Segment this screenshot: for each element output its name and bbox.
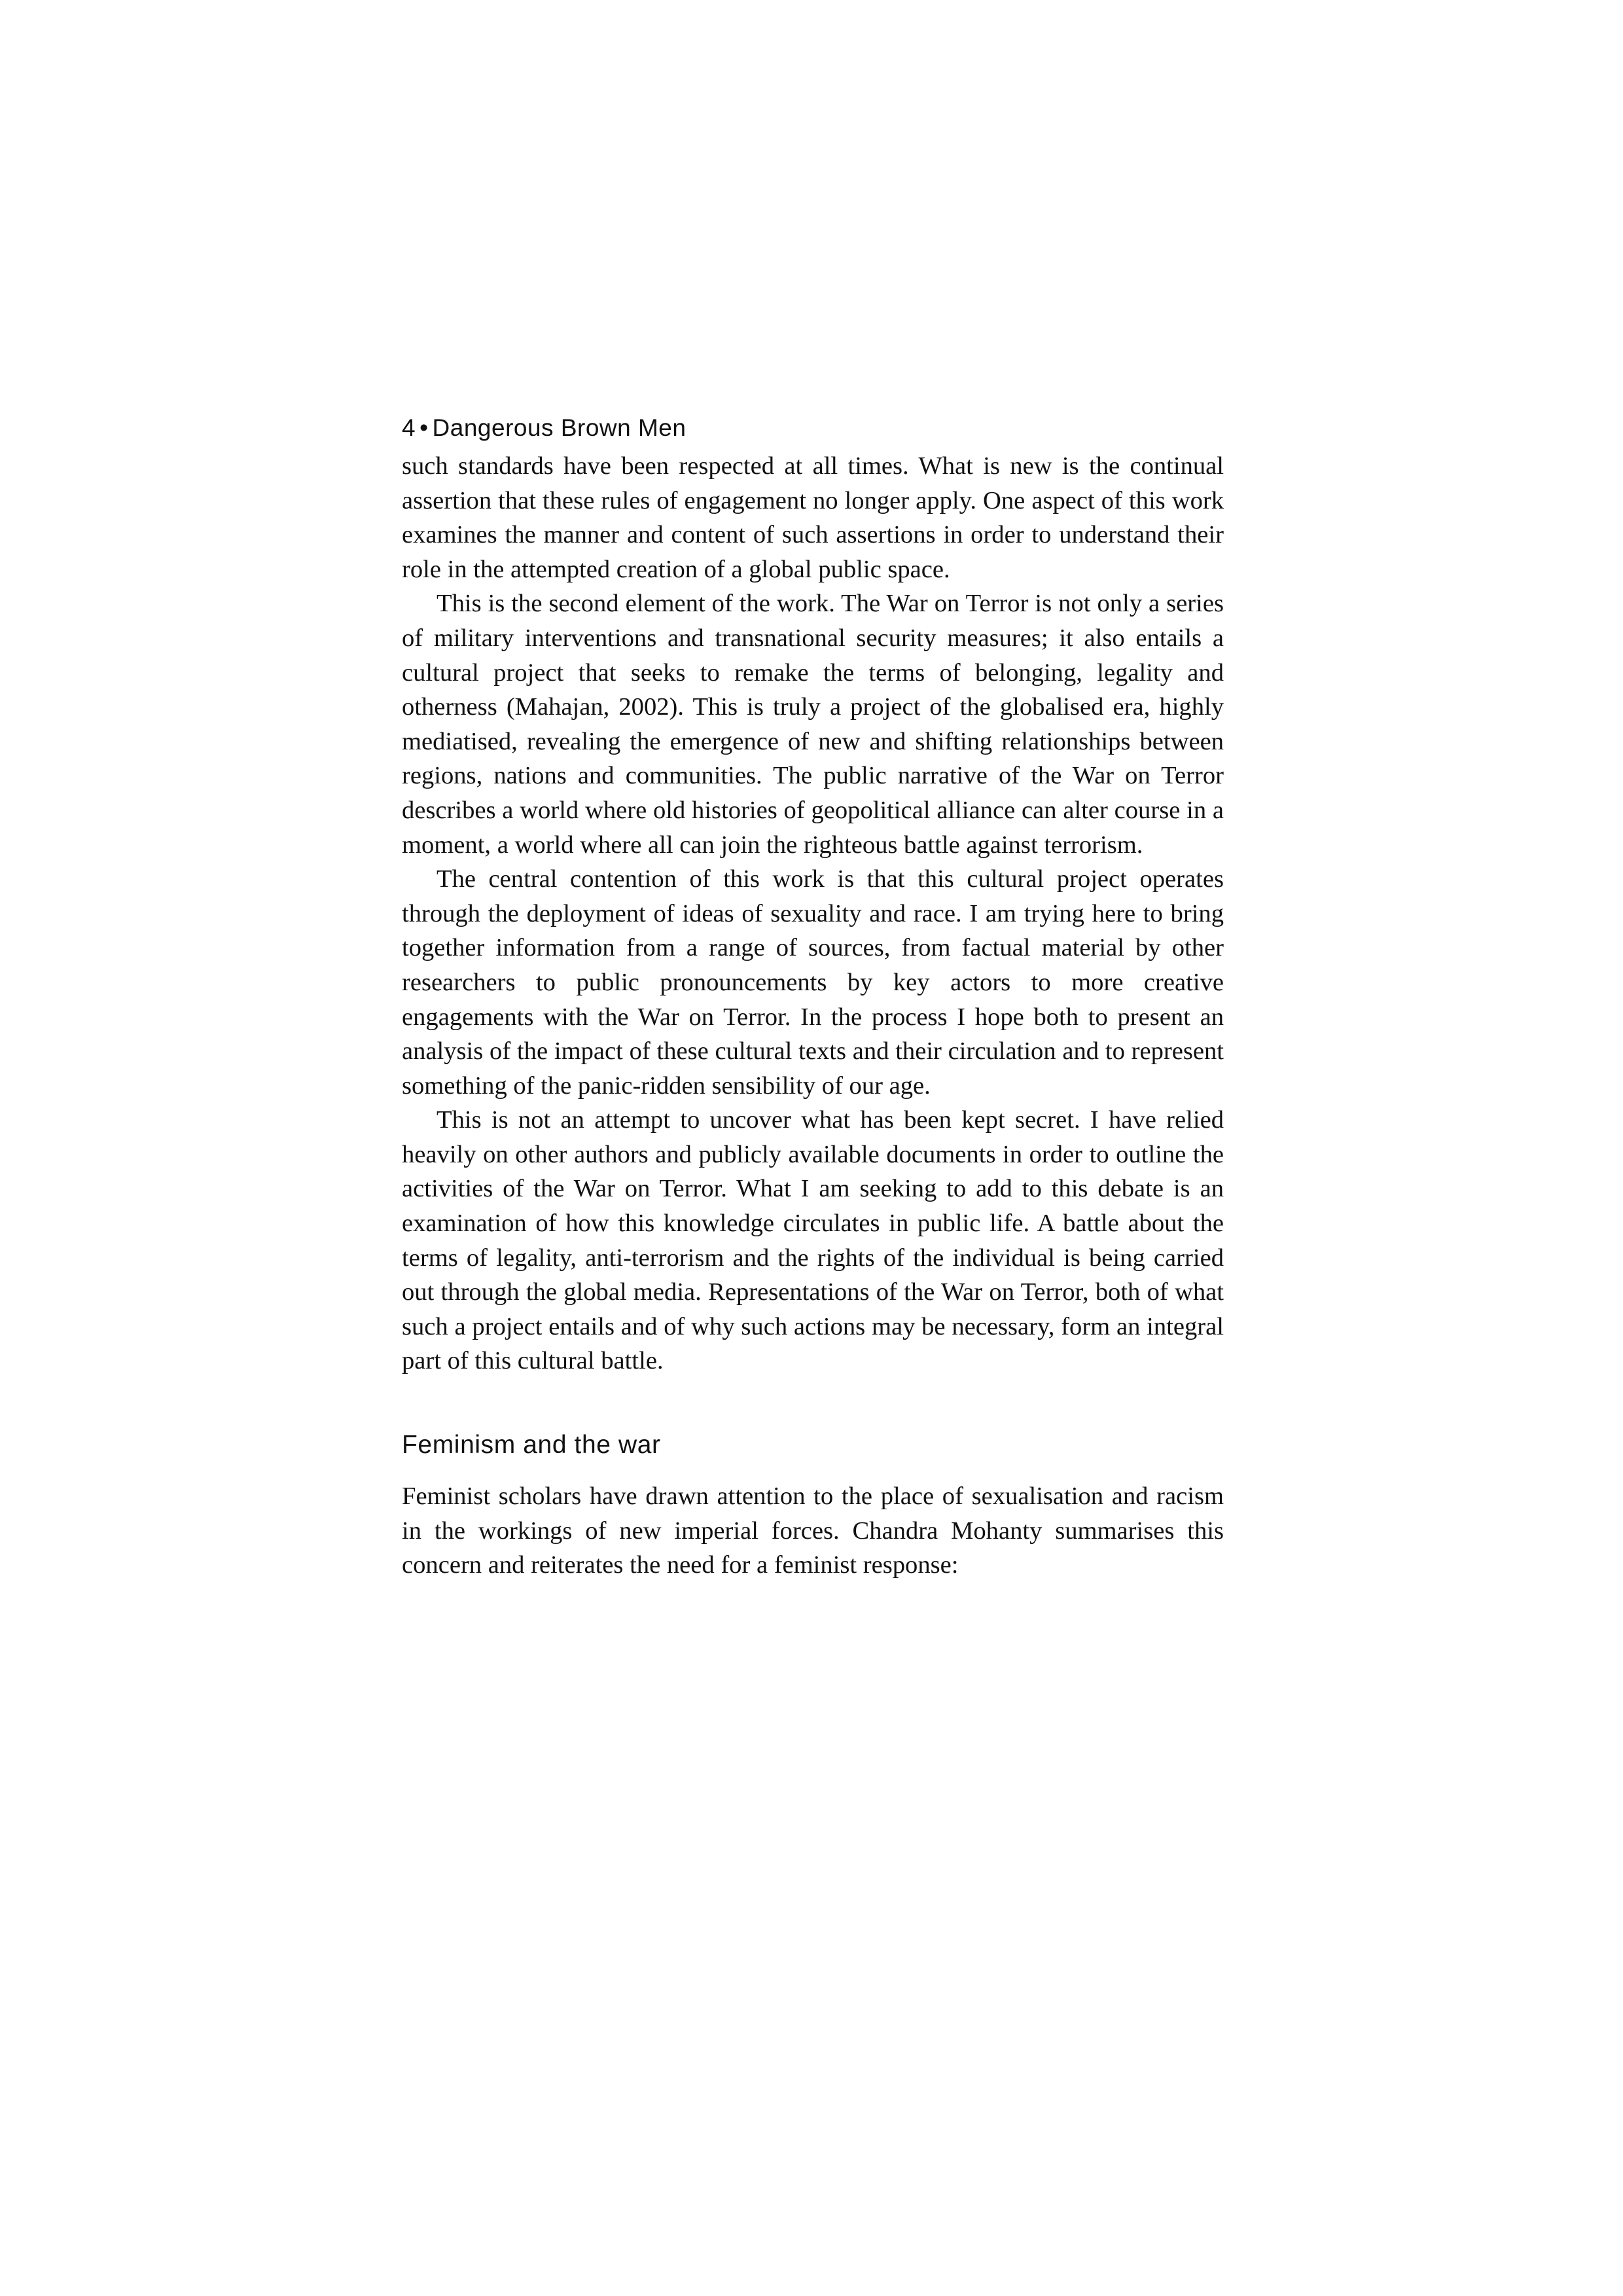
paragraph-second-element: This is the second element of the work. The War on Terror is not only a series of military interventions and transnational security measures; it also entails a cultural project that seeks to remake the terms of belonging, legality and otherness (Mahajan, 2002). This is truly a project of the globalised era, highly mediatised, revealing the emergence of new and shifting relationships between regions, nations and communities. The public narrative of the War on Terror describes a world where old histories of geopolitical alliance can alter course in a moment, a world where all can join the righteous battle against terrorism. (402, 590, 1224, 859)
paragraph-not-secret: This is not an attempt to uncover what has been kept secret. I have relied heavily on other authors and publicly available documents in order to outline the activities of the War on Terror. What I am seeking to add to this debate is an examination of how this knowledge circulates in public life. A battle about the terms of legality, anti-terrorism and the rights of the individual is being carried out through the global media. Representations of the War on Terror, both of what such a project entails and of why such actions may be necessary, form an integral part of this cultural battle. (402, 1106, 1224, 1375)
running-head (402, 411, 1224, 445)
paragraph-continued: such standards have been respected at all times. What is new is the continual assertion that these rules of engagement no longer apply. One aspect of this work examines the manner and content of such assertions in order to understand their role in the attempted creation of a global public space. (402, 452, 1224, 583)
paragraph-feminist-scholars: Feminist scholars have drawn attention to the place of sexualisation and racism in the workings of new imperial forces. Chandra Mohanty summarises this concern and reiterates the need for a feminist response: (402, 1482, 1224, 1579)
paragraph-central-contention: The central contention of this work is that this cultural project operates through the deployment of ideas of sexuality and race. I am trying here to bring together information from a range of sources, from factual material by other researchers to public pronouncements by key actors to more creative engagements with the War on Terror. In the process I hope both to present an analysis of the impact of these cultural texts and their circulation and to represent something of the panic-ridden sensibility of our age. (402, 865, 1224, 1100)
running-head-separator: • (419, 414, 429, 441)
page-number: 4 (402, 414, 416, 441)
section-heading: Feminism and the war (402, 1431, 661, 1460)
page-body (402, 411, 1224, 1583)
book-title: Dangerous Brown Men (432, 414, 687, 441)
